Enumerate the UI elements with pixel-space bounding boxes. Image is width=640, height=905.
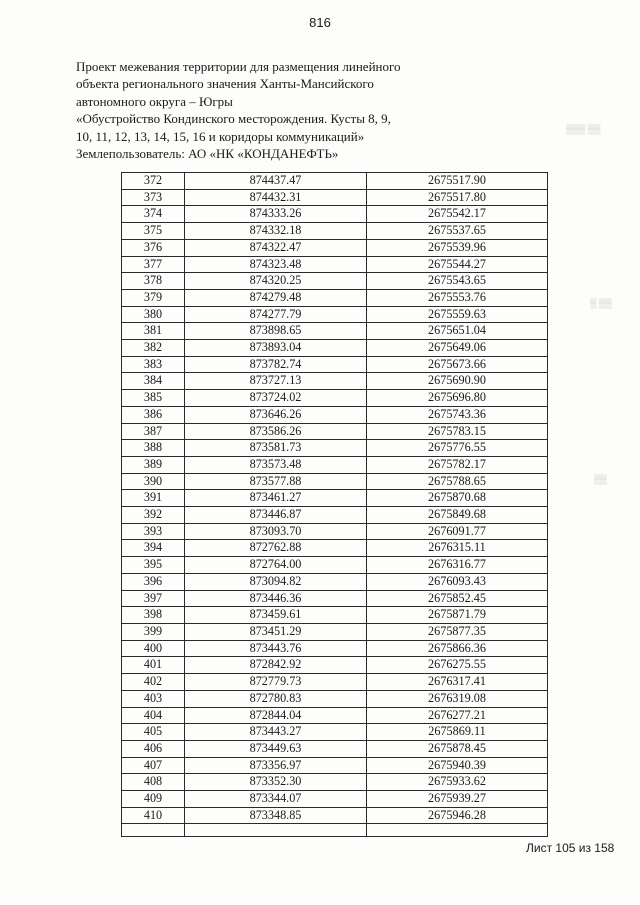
x-coordinate-cell: 872762.88 <box>185 540 367 557</box>
point-number-cell: 384 <box>122 373 185 390</box>
table-row <box>122 223 548 240</box>
x-coordinate-cell: 873443.76 <box>185 640 367 657</box>
empty-cell <box>185 824 367 837</box>
header-line: 10, 11, 12, 13, 14, 15, 16 и коридоры коммуникаций» <box>76 128 365 144</box>
y-coordinate-cell: 2675783.15 <box>367 423 548 440</box>
point-number-cell: 397 <box>122 590 185 607</box>
table-row <box>122 557 548 574</box>
table-row <box>122 456 548 473</box>
table-row <box>122 573 548 590</box>
table-row <box>122 774 548 791</box>
faint-stamp-mark: ▒▒▒ ▒▒ <box>566 124 601 134</box>
y-coordinate-cell: 2675544.27 <box>367 256 548 273</box>
point-number-cell: 407 <box>122 757 185 774</box>
point-number-cell: 405 <box>122 724 185 741</box>
point-number-cell: 388 <box>122 440 185 457</box>
table-row <box>122 423 548 440</box>
point-number-cell: 378 <box>122 273 185 290</box>
point-number-cell: 387 <box>122 423 185 440</box>
table-row <box>122 791 548 808</box>
empty-cell <box>367 824 548 837</box>
y-coordinate-cell: 2675673.66 <box>367 356 548 373</box>
x-coordinate-cell: 874332.18 <box>185 223 367 240</box>
point-number-cell: 401 <box>122 657 185 674</box>
table-row <box>122 490 548 507</box>
table-row <box>122 623 548 640</box>
y-coordinate-cell: 2675933.62 <box>367 774 548 791</box>
y-coordinate-cell: 2675539.96 <box>367 239 548 256</box>
y-coordinate-cell: 2675651.04 <box>367 323 548 340</box>
point-number-cell: 390 <box>122 473 185 490</box>
header-line: «Обустройство Кондинского месторождения. Кусты 8, 9, <box>76 111 391 127</box>
point-number-cell: 372 <box>122 173 185 190</box>
y-coordinate-cell: 2676277.21 <box>367 707 548 724</box>
point-number-cell: 403 <box>122 690 185 707</box>
table-row <box>122 206 548 223</box>
point-number-cell: 406 <box>122 740 185 757</box>
point-number-cell: 383 <box>122 356 185 373</box>
table-row <box>122 607 548 624</box>
page-number: 816 <box>309 15 331 30</box>
header-line: объекта регионального значения Ханты-Мансийского <box>76 76 374 92</box>
table-row <box>122 674 548 691</box>
x-coordinate-cell: 873446.87 <box>185 507 367 524</box>
table-row <box>122 724 548 741</box>
point-number-cell: 400 <box>122 640 185 657</box>
y-coordinate-cell: 2675852.45 <box>367 590 548 607</box>
y-coordinate-cell: 2675869.11 <box>367 724 548 741</box>
x-coordinate-cell: 873093.70 <box>185 523 367 540</box>
table-row <box>122 507 548 524</box>
x-coordinate-cell: 873581.73 <box>185 440 367 457</box>
y-coordinate-cell: 2675870.68 <box>367 490 548 507</box>
table-row <box>122 390 548 407</box>
x-coordinate-cell: 873461.27 <box>185 490 367 507</box>
faint-stamp-mark: ▒ ▒▒ <box>590 298 612 308</box>
point-number-cell: 409 <box>122 791 185 808</box>
x-coordinate-cell: 874333.26 <box>185 206 367 223</box>
point-number-cell: 389 <box>122 456 185 473</box>
table-row <box>122 590 548 607</box>
x-coordinate-cell: 873356.97 <box>185 757 367 774</box>
table-row <box>122 473 548 490</box>
point-number-cell: 393 <box>122 523 185 540</box>
x-coordinate-cell: 873459.61 <box>185 607 367 624</box>
y-coordinate-cell: 2675543.65 <box>367 273 548 290</box>
x-coordinate-cell: 873352.30 <box>185 774 367 791</box>
x-coordinate-cell: 873727.13 <box>185 373 367 390</box>
x-coordinate-cell: 874277.79 <box>185 306 367 323</box>
y-coordinate-cell: 2675559.63 <box>367 306 548 323</box>
x-coordinate-cell: 874320.25 <box>185 273 367 290</box>
y-coordinate-cell: 2675878.45 <box>367 740 548 757</box>
table-row <box>122 657 548 674</box>
table-row <box>122 807 548 824</box>
y-coordinate-cell: 2675517.90 <box>367 173 548 190</box>
x-coordinate-cell: 873586.26 <box>185 423 367 440</box>
y-coordinate-cell: 2676319.08 <box>367 690 548 707</box>
table-row <box>122 289 548 306</box>
point-number-cell: 410 <box>122 807 185 824</box>
y-coordinate-cell: 2675649.06 <box>367 340 548 357</box>
header-line: автономного округа – Югры <box>76 93 233 109</box>
point-number-cell: 380 <box>122 306 185 323</box>
table-row <box>122 239 548 256</box>
y-coordinate-cell: 2675542.17 <box>367 206 548 223</box>
point-number-cell: 381 <box>122 323 185 340</box>
x-coordinate-cell: 872844.04 <box>185 707 367 724</box>
y-coordinate-cell: 2675517.80 <box>367 189 548 206</box>
y-coordinate-cell: 2676091.77 <box>367 523 548 540</box>
y-coordinate-cell: 2675871.79 <box>367 607 548 624</box>
y-coordinate-cell: 2675782.17 <box>367 456 548 473</box>
point-number-cell: 408 <box>122 774 185 791</box>
x-coordinate-cell: 873898.65 <box>185 323 367 340</box>
x-coordinate-cell: 873344.07 <box>185 791 367 808</box>
table-row <box>122 340 548 357</box>
y-coordinate-cell: 2675849.68 <box>367 507 548 524</box>
y-coordinate-cell: 2675553.76 <box>367 289 548 306</box>
table-row-empty <box>122 824 548 837</box>
table-row <box>122 690 548 707</box>
point-number-cell: 395 <box>122 557 185 574</box>
x-coordinate-cell: 873348.85 <box>185 807 367 824</box>
point-number-cell: 392 <box>122 507 185 524</box>
point-number-cell: 373 <box>122 189 185 206</box>
x-coordinate-cell: 873782.74 <box>185 356 367 373</box>
table-row <box>122 540 548 557</box>
x-coordinate-cell: 874322.47 <box>185 239 367 256</box>
x-coordinate-cell: 873443.27 <box>185 724 367 741</box>
x-coordinate-cell: 873573.48 <box>185 456 367 473</box>
x-coordinate-cell: 872764.00 <box>185 557 367 574</box>
x-coordinate-cell: 873449.63 <box>185 740 367 757</box>
x-coordinate-cell: 874279.48 <box>185 289 367 306</box>
point-number-cell: 394 <box>122 540 185 557</box>
table-row <box>122 323 548 340</box>
table-row <box>122 373 548 390</box>
header-line: Проект межевания территории для размещения линейного <box>76 59 401 74</box>
x-coordinate-cell: 874323.48 <box>185 256 367 273</box>
empty-cell <box>122 824 185 837</box>
y-coordinate-cell: 2675866.36 <box>367 640 548 657</box>
y-coordinate-cell: 2676316.77 <box>367 557 548 574</box>
table-row <box>122 440 548 457</box>
table-row <box>122 356 548 373</box>
y-coordinate-cell: 2675690.90 <box>367 373 548 390</box>
x-coordinate-cell: 873893.04 <box>185 340 367 357</box>
table-row <box>122 173 548 190</box>
table-row <box>122 273 548 290</box>
table-row <box>122 189 548 206</box>
point-number-cell: 385 <box>122 390 185 407</box>
x-coordinate-cell: 872842.92 <box>185 657 367 674</box>
y-coordinate-cell: 2675743.36 <box>367 406 548 423</box>
point-number-cell: 376 <box>122 239 185 256</box>
point-number-cell: 399 <box>122 623 185 640</box>
table-row <box>122 757 548 774</box>
y-coordinate-cell: 2676315.11 <box>367 540 548 557</box>
y-coordinate-cell: 2675940.39 <box>367 757 548 774</box>
x-coordinate-cell: 873094.82 <box>185 573 367 590</box>
x-coordinate-cell: 873646.26 <box>185 406 367 423</box>
table-row <box>122 740 548 757</box>
x-coordinate-cell: 872780.83 <box>185 690 367 707</box>
x-coordinate-cell: 873446.36 <box>185 590 367 607</box>
y-coordinate-cell: 2675877.35 <box>367 623 548 640</box>
table-row <box>122 306 548 323</box>
point-number-cell: 386 <box>122 406 185 423</box>
table-row <box>122 523 548 540</box>
x-coordinate-cell: 874432.31 <box>185 189 367 206</box>
y-coordinate-cell: 2676317.41 <box>367 674 548 691</box>
point-number-cell: 382 <box>122 340 185 357</box>
x-coordinate-cell: 873577.88 <box>185 473 367 490</box>
point-number-cell: 404 <box>122 707 185 724</box>
y-coordinate-cell: 2675788.65 <box>367 473 548 490</box>
x-coordinate-cell: 873451.29 <box>185 623 367 640</box>
point-number-cell: 398 <box>122 607 185 624</box>
y-coordinate-cell: 2675696.80 <box>367 390 548 407</box>
y-coordinate-cell: 2676093.43 <box>367 573 548 590</box>
document-header <box>76 58 506 162</box>
point-number-cell: 379 <box>122 289 185 306</box>
point-number-cell: 396 <box>122 573 185 590</box>
sheet-counter: Лист 105 из 158 <box>526 841 615 855</box>
y-coordinate-cell: 2675946.28 <box>367 807 548 824</box>
table-row <box>122 640 548 657</box>
point-number-cell: 391 <box>122 490 185 507</box>
x-coordinate-cell: 874437.47 <box>185 173 367 190</box>
point-number-cell: 375 <box>122 223 185 240</box>
x-coordinate-cell: 872779.73 <box>185 674 367 691</box>
y-coordinate-cell: 2676275.55 <box>367 657 548 674</box>
table-row <box>122 256 548 273</box>
faint-stamp-mark: ▒▒ <box>594 474 607 484</box>
header-line: Землепользователь: АО «НК «КОНДАНЕФТЬ» <box>76 146 339 162</box>
y-coordinate-cell: 2675537.65 <box>367 223 548 240</box>
coordinates-table <box>121 172 548 837</box>
y-coordinate-cell: 2675939.27 <box>367 791 548 808</box>
point-number-cell: 377 <box>122 256 185 273</box>
point-number-cell: 374 <box>122 206 185 223</box>
table-row <box>122 707 548 724</box>
x-coordinate-cell: 873724.02 <box>185 390 367 407</box>
table-row <box>122 406 548 423</box>
y-coordinate-cell: 2675776.55 <box>367 440 548 457</box>
point-number-cell: 402 <box>122 674 185 691</box>
